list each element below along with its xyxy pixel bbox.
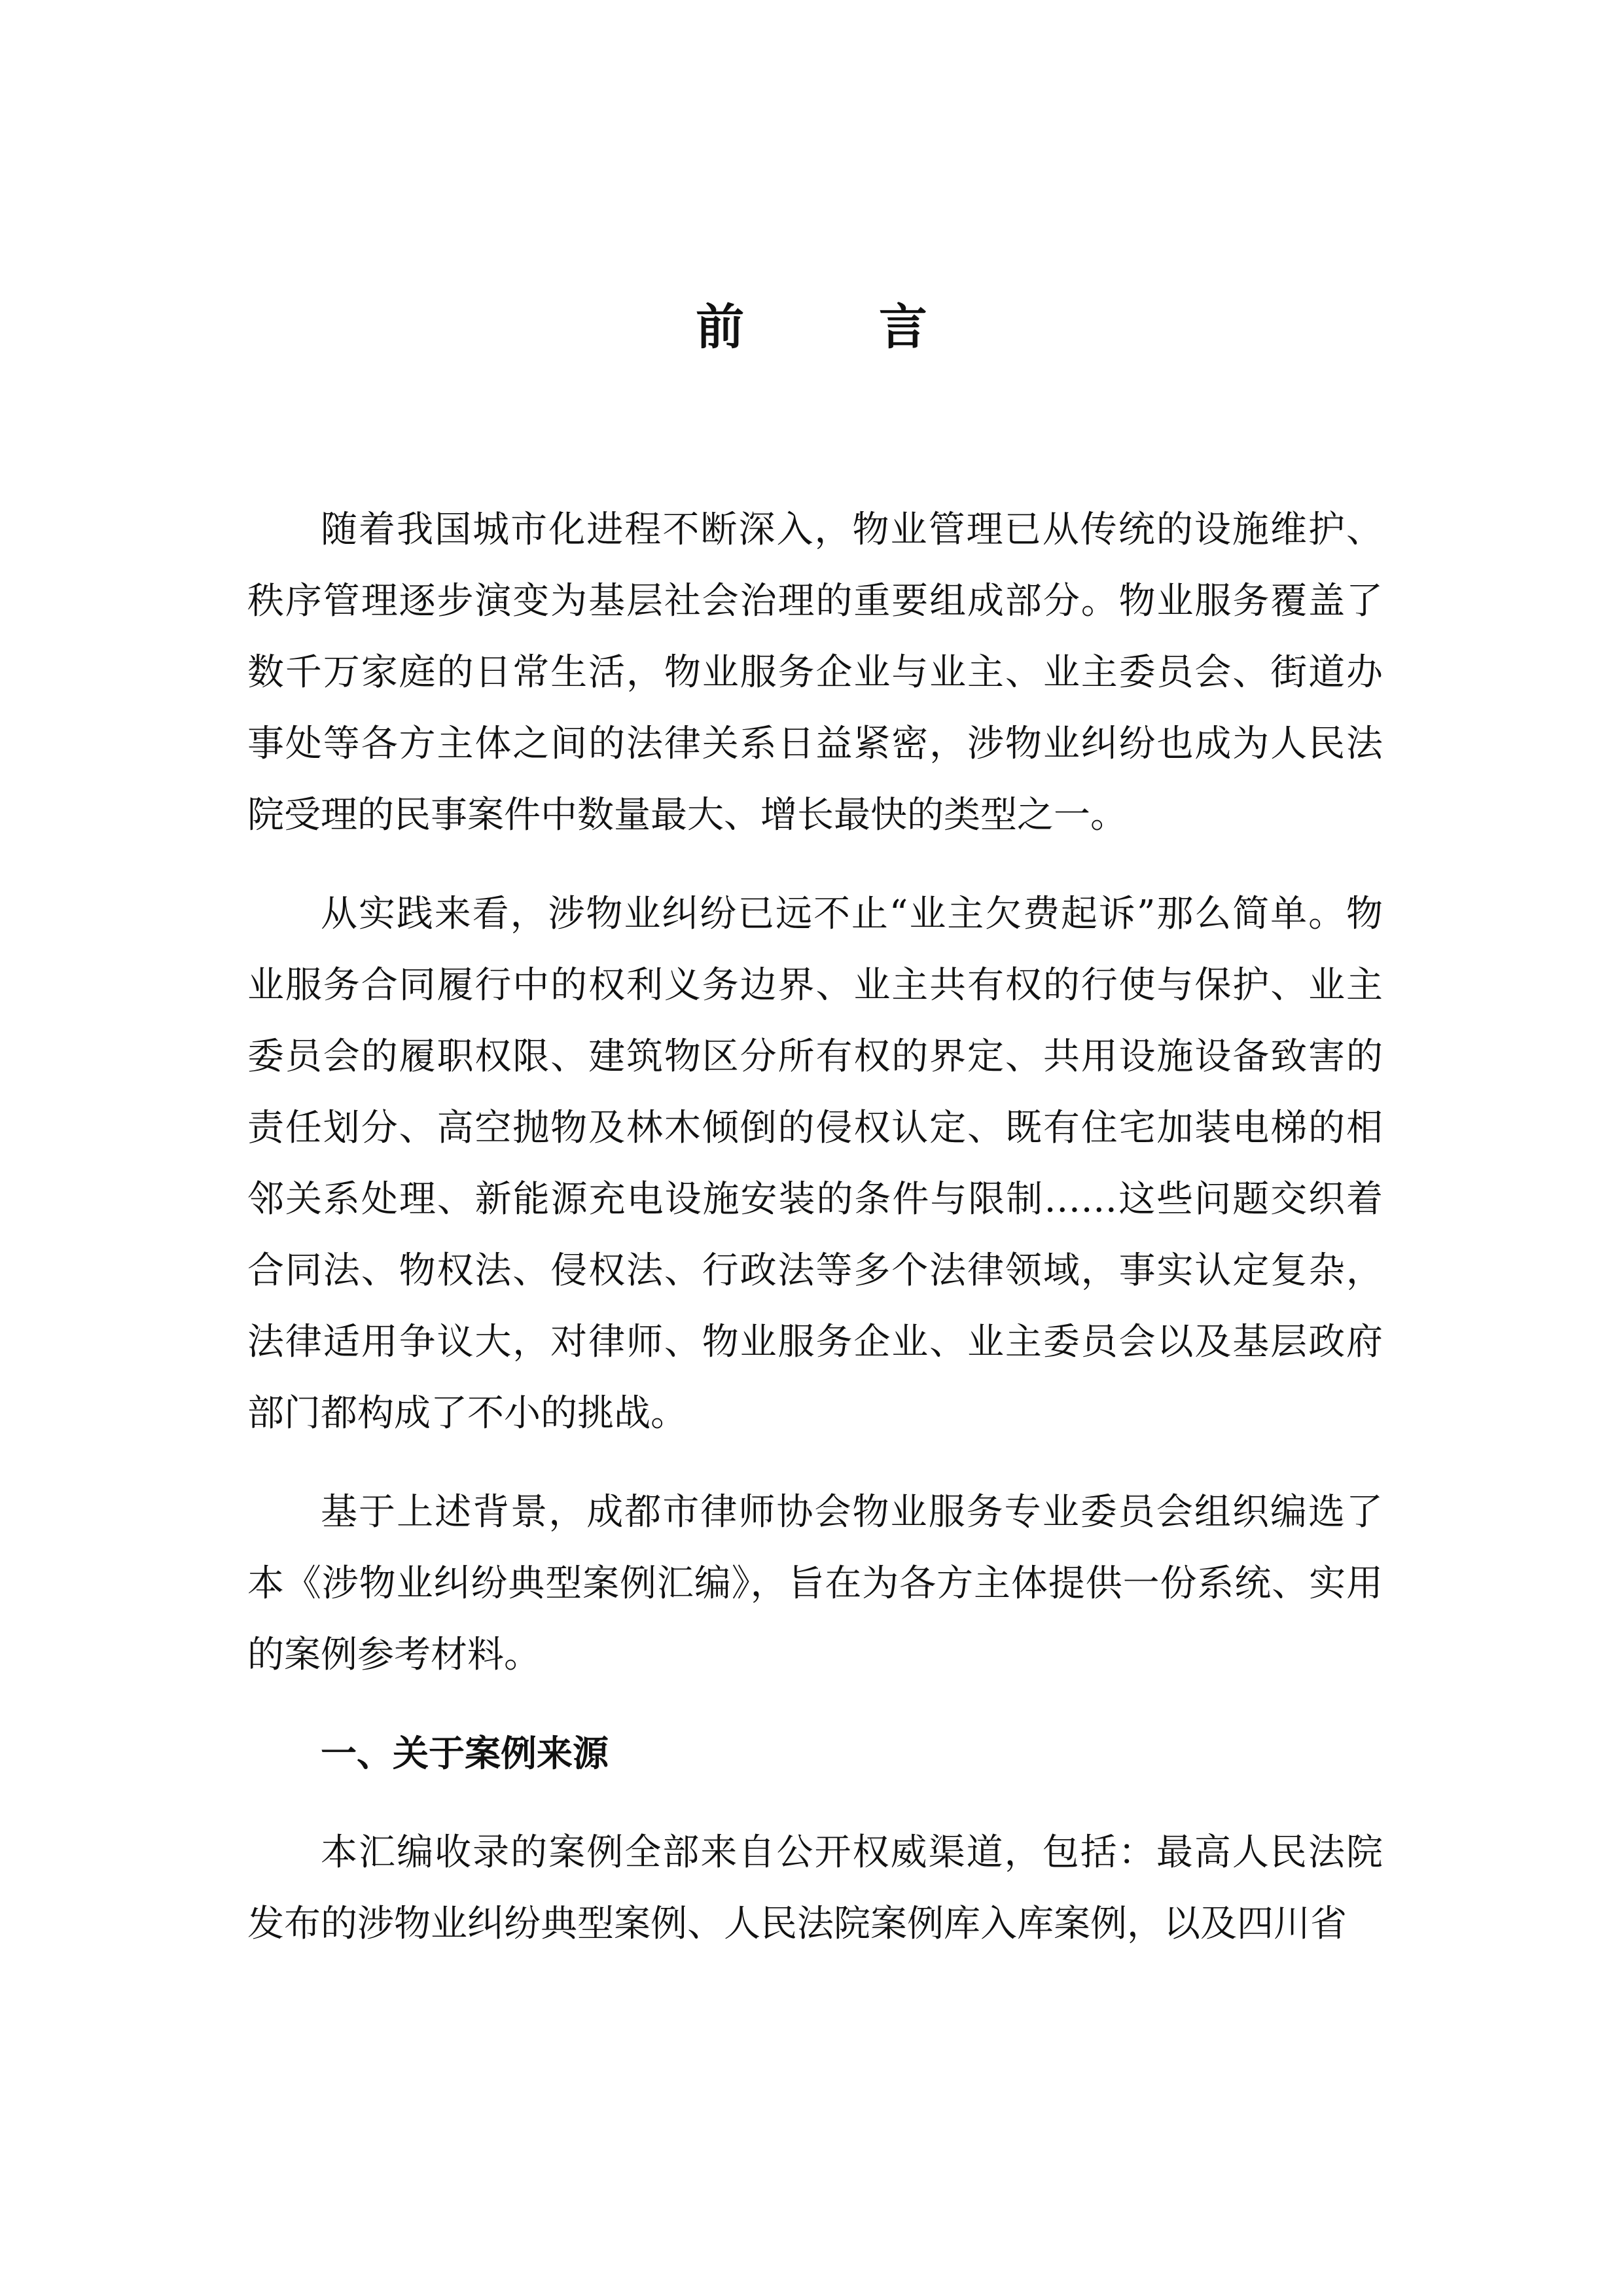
paragraph-case-sources: 本汇编收录的案例全部来自公开权威渠道，包括：最高人民法院发布的涉物业纠纷典型案例、人民法院案例库入库案例，以及四川省 bbox=[247, 1831, 1383, 1945]
section-heading: 一、关于案例来源 bbox=[321, 1732, 609, 1774]
paragraph-purpose: 基于上述背景，成都市律师协会物业服务专业委员会组织编选了本《涉物业纠纷典型案例汇编》，旨在为各方主体提供一份系统、实用的案例参考材料。 bbox=[247, 1491, 1383, 1676]
page-title: 前 言 bbox=[696, 299, 986, 355]
paragraph-practice: 从实践来看，涉物业纠纷已远不止“业主欠费起诉”那么简单。物业服务合同履行中的权利义务边界、业主共有权的行使与保护、业主委员会的履职权限、建筑物区分所有权的界定、共用设施设备致害的责任划分、高空抛物及林木倾倒的侵权认定、既有住宅加装电梯的相邻关系处理、新能源充电设施安装的条件与限制……这些问题交织着合同法、物权法、侵权法、行政法等多个法律领域，事实认定复杂，法律适用争议大，对律师、物业服务企业、业主委员会以及基层政府部门都构成了不小的挑战。 bbox=[247, 893, 1383, 1435]
document-body bbox=[247, 494, 1383, 1987]
paragraph-background: 随着我国城市化进程不断深入，物业管理已从传统的设施维护、秩序管理逐步演变为基层社会治理的重要组成部分。物业服务覆盖了数千万家庭的日常生活，物业服务企业与业主、业主委员会、街道办事处等各方主体之间的法律关系日益紧密，涉物业纠纷也成为人民法院受理的民事案件中数量最大、增长最快的类型之一。 bbox=[247, 509, 1383, 836]
